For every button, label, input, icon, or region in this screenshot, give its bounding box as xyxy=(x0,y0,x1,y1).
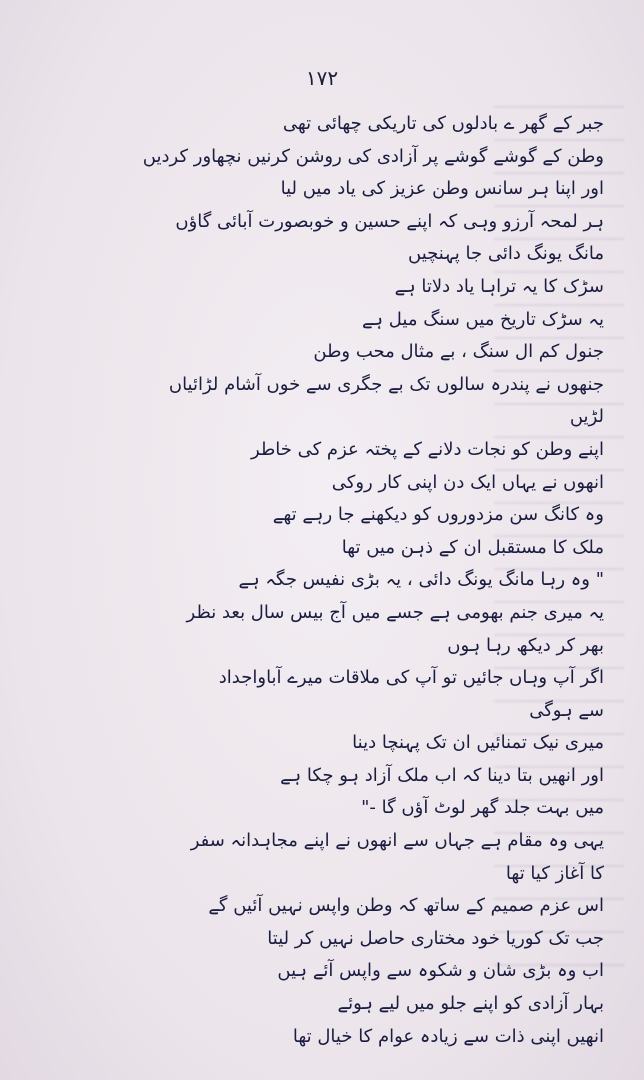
text-line: میری نیک تمنائیں ان تک پہنچا دینا xyxy=(352,732,604,754)
text-line: بہار آزادی کو اپنے جلو میں لیے ہوئے xyxy=(337,993,604,1015)
text-line: اس عزم صمیم کے ساتھ کہ وطن واپس نہیں آئیں گے xyxy=(208,895,604,917)
text-line: ہر لمحہ آرزو وہی کہ اپنے حسین و خوبصورت آبائی گاؤں xyxy=(175,210,604,232)
text-line: یہ میری جنم بھومی ہے جسے میں آج بیس سال بعد نظر xyxy=(186,601,604,623)
text-line: جنول کم ال سنگ ، بے مثال محب وطن xyxy=(313,341,604,363)
text-line: میں بہت جلد گھر لوٹ آؤں گا -" xyxy=(361,797,604,819)
text-line: یہ سڑک تاریخ میں سنگ میل ہے xyxy=(361,308,604,330)
text-line: کا آغاز کیا تھا xyxy=(505,862,604,884)
text-line: ملک کا مستقبل ان کے ذہن میں تھا xyxy=(341,536,604,558)
text-line: انھوں نے یہاں ایک دن اپنی کار روکی xyxy=(331,471,604,493)
text-line: اور انھیں بتا دینا کہ اب ملک آزاد ہو چکا ہے xyxy=(280,764,604,786)
text-line: اگر آپ وہاں جائیں تو آپ کی ملاقات میرے آباواجداد xyxy=(218,667,604,689)
text-line: سڑک کا یہ تراہا یاد دلاتا ہے xyxy=(394,275,604,297)
poem-text-block xyxy=(44,108,604,1053)
text-line: مانگ یونگ دائی جا پہنچیں xyxy=(408,243,604,265)
text-line: بھر کر دیکھ رہا ہوں xyxy=(447,634,604,656)
text-line: لڑیں xyxy=(569,406,604,428)
text-line: جبر کے گھر ے بادلوں کی تاریکی چھائی تھی xyxy=(282,113,604,134)
text-line: سے ہوگی xyxy=(529,699,604,721)
text-line: انھیں اپنی ذات سے زیادہ عوام کا خیال تھا xyxy=(292,1025,604,1047)
text-line: یہی وہ مقام ہے جہاں سے انھوں نے اپنے مجاہدانہ سفر xyxy=(190,830,604,852)
text-line: اور اپنا ہر سانس وطن عزیز کی یاد میں لیا xyxy=(280,178,604,200)
text-line: اب وہ بڑی شان و شکوہ سے واپس آئے ہیں xyxy=(277,960,604,982)
text-line: جنھوں نے پندرہ سالوں تک بے جگری سے خوں آشام لڑائیاں xyxy=(168,373,604,395)
text-line: جب تک کوریا خود مختاری حاصل نہیں کر لیتا xyxy=(267,927,604,949)
text-line: " وہ رہا مانگ یونگ دائی ، یہ بڑی نفیس جگہ ہے xyxy=(238,569,604,591)
page-number: ۱۷۲ xyxy=(305,66,339,90)
text-line: اپنے وطن کو نجات دلانے کے پختہ عزم کی خاطر xyxy=(251,438,604,460)
text-line: وطن کے گوشے گوشے پر آزادی کی روشن کرنیں نچھاور کردیں xyxy=(142,145,604,167)
text-line: وہ کانگ سن مزدوروں کو دیکھنے جا رہے تھے xyxy=(272,504,604,526)
